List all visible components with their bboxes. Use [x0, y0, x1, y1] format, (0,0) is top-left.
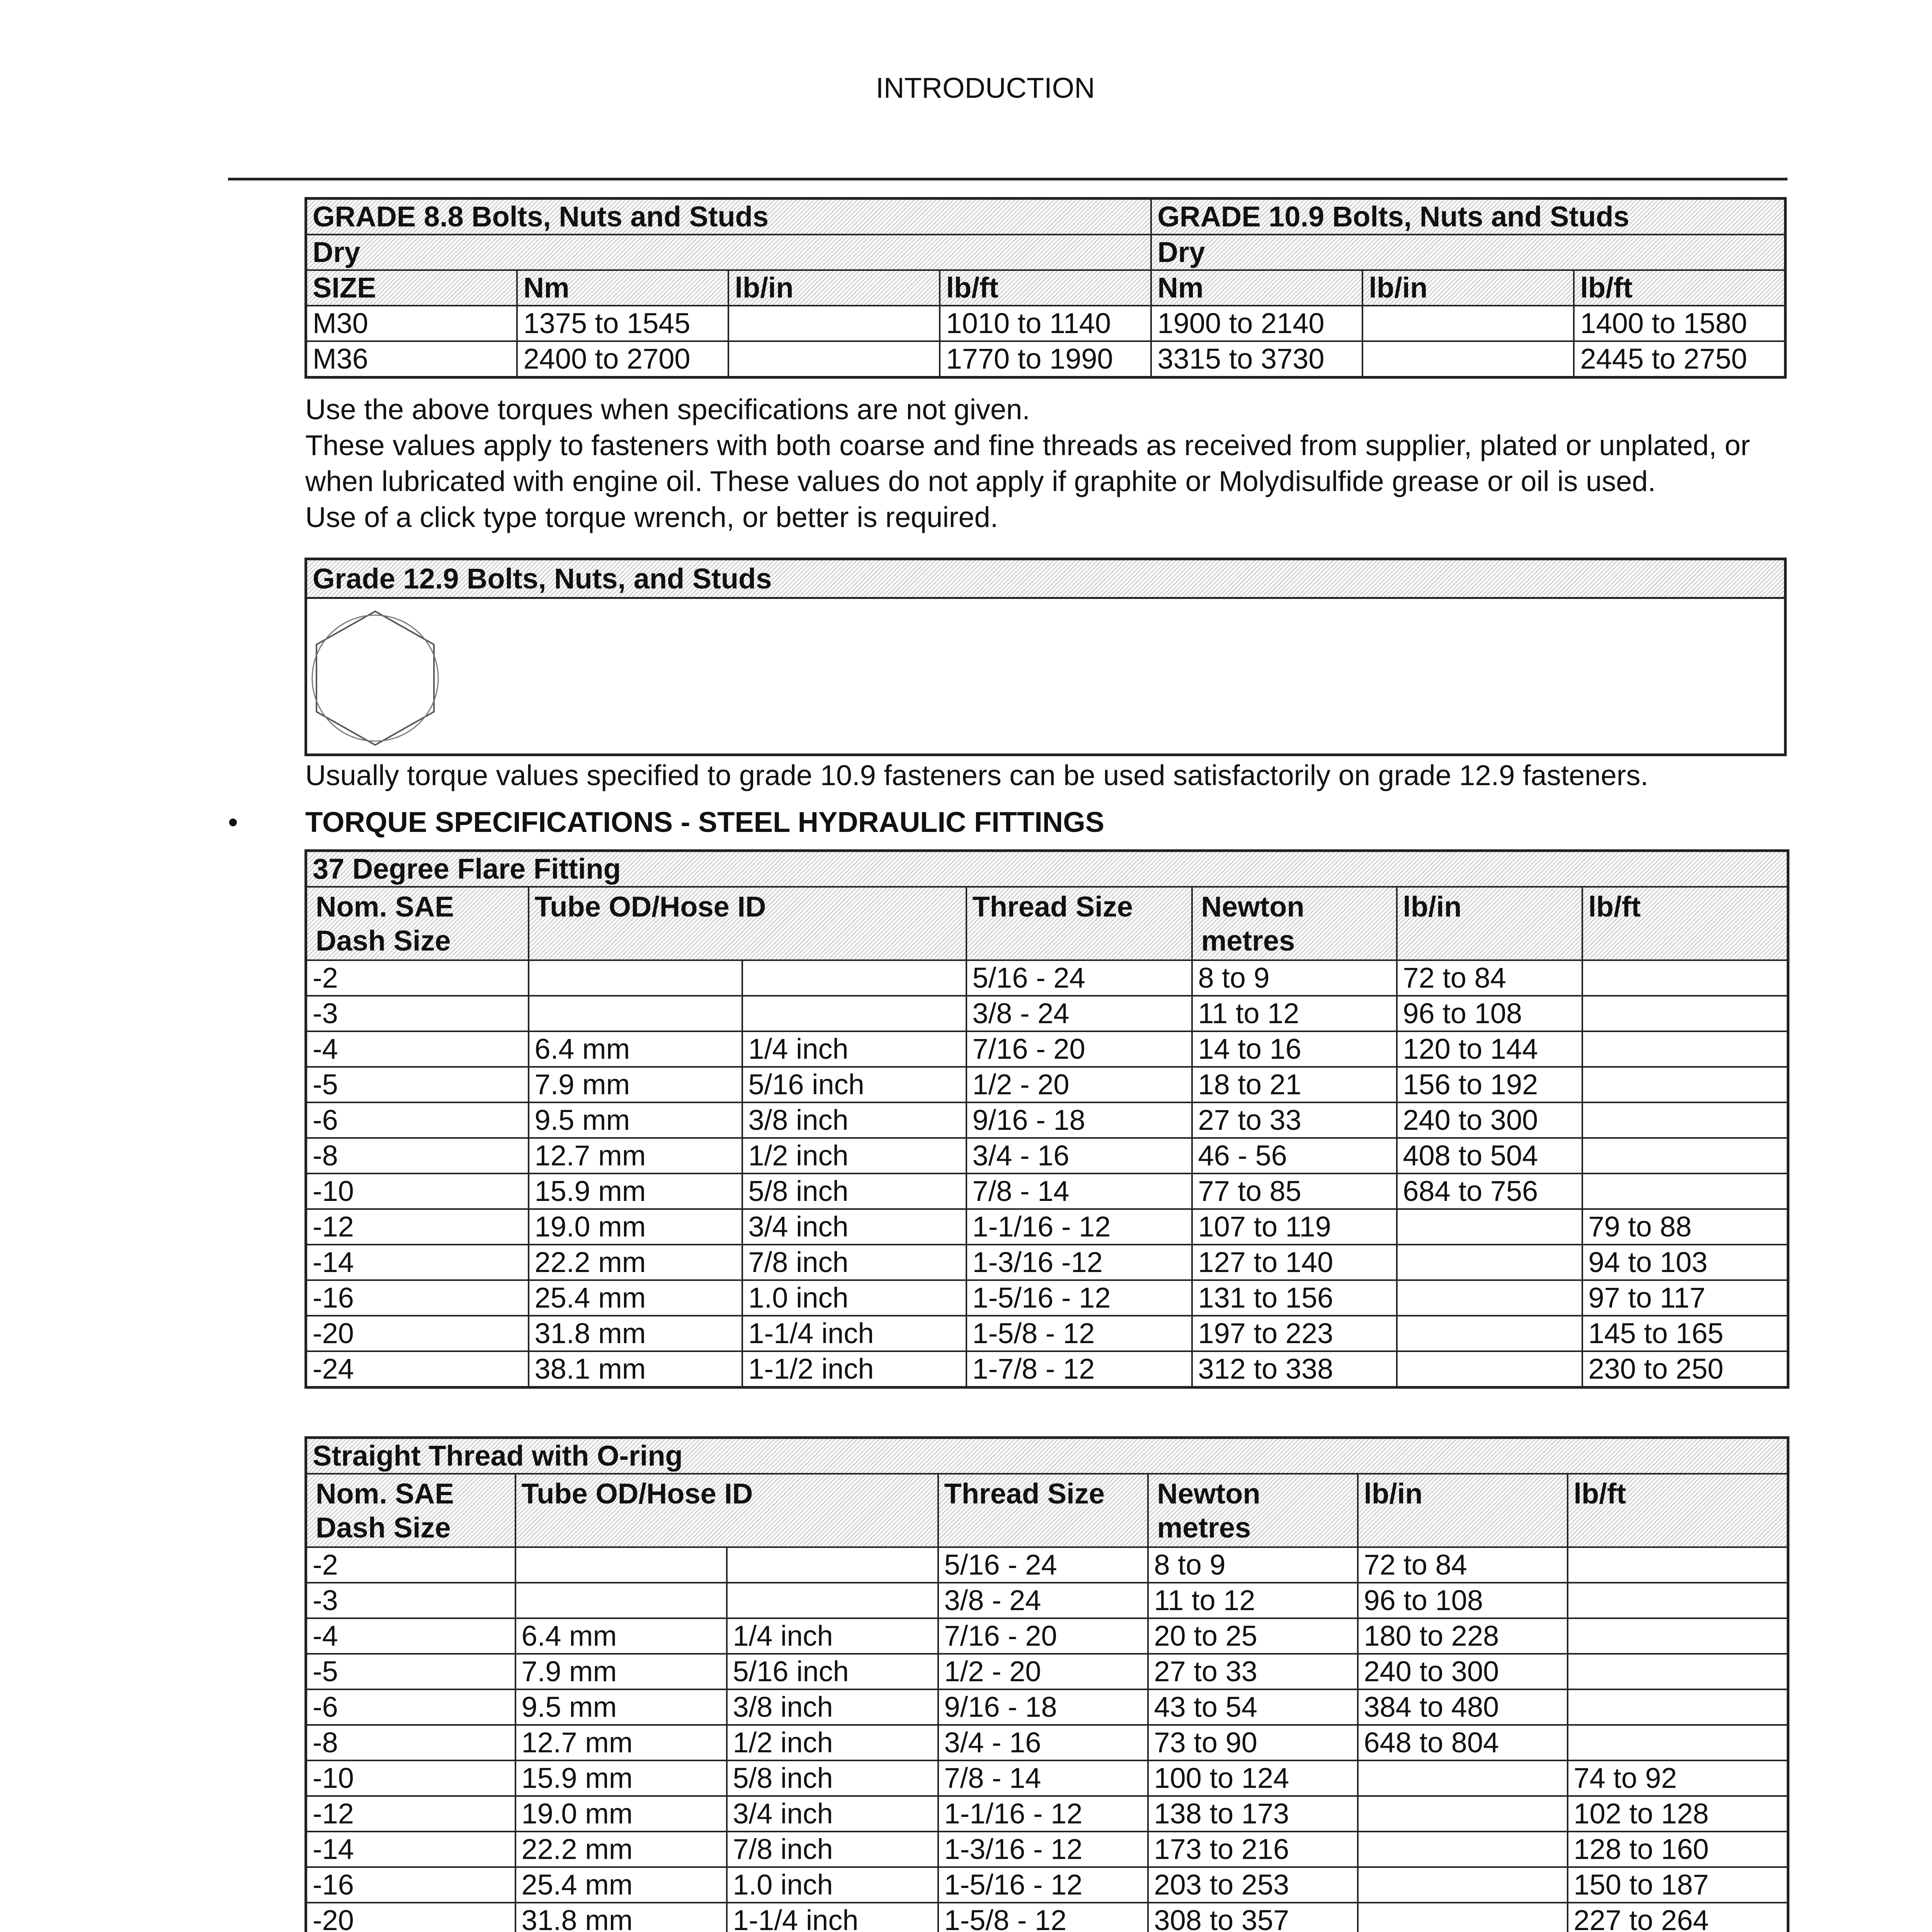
- table-cell: [515, 1547, 727, 1583]
- table-cell: 12.7 mm: [529, 1138, 742, 1173]
- table-cell: 7.9 mm: [529, 1067, 742, 1102]
- table-row: [306, 341, 1786, 378]
- table-cell: -3: [306, 996, 529, 1031]
- table-cell: 145 to 165: [1582, 1316, 1788, 1351]
- column-header: lb/in: [1362, 270, 1574, 306]
- table-cell: 173 to 216: [1148, 1832, 1358, 1867]
- table-cell: -14: [306, 1832, 515, 1867]
- column-header: lb/ft: [940, 270, 1151, 306]
- flare-fitting-table: [304, 849, 1789, 1389]
- table-cell: 1-1/4 inch: [742, 1316, 966, 1351]
- table-cell: [1397, 1316, 1582, 1351]
- column-header: lb/ft: [1568, 1474, 1788, 1547]
- column-header: lb/ft: [1582, 887, 1788, 960]
- table-cell: -10: [306, 1760, 515, 1796]
- table-cell: 1-1/16 - 12: [938, 1796, 1148, 1832]
- table-cell: -5: [306, 1067, 529, 1102]
- column-header: Newton metres: [1148, 1474, 1358, 1547]
- table-cell: [1568, 1618, 1788, 1654]
- table-cell: 14 to 16: [1192, 1031, 1397, 1067]
- table-cell: [1582, 1173, 1788, 1209]
- table-cell: 1/2 inch: [742, 1138, 966, 1173]
- table-row: [306, 1796, 1788, 1832]
- table-row: [306, 1067, 1788, 1102]
- table-cell: 384 to 480: [1358, 1689, 1568, 1725]
- table-row: [306, 1867, 1788, 1903]
- grade-109-title: GRADE 10.9 Bolts, Nuts and Studs: [1151, 199, 1785, 235]
- table-cell: 73 to 90: [1148, 1725, 1358, 1760]
- table-cell: 1-5/8 - 12: [966, 1316, 1192, 1351]
- table-cell: 25.4 mm: [529, 1280, 742, 1316]
- table-cell: -8: [306, 1725, 515, 1760]
- table-cell: 74 to 92: [1568, 1760, 1788, 1796]
- table-cell: 1010 to 1140: [940, 306, 1151, 341]
- table-cell: 3/4 inch: [727, 1796, 938, 1832]
- table-cell: 9.5 mm: [515, 1689, 727, 1725]
- flare-title: 37 Degree Flare Fitting: [306, 851, 1788, 887]
- table-cell: 7/8 - 14: [938, 1760, 1148, 1796]
- table-cell: [1582, 1067, 1788, 1102]
- table-cell: 1-1/4 inch: [727, 1903, 938, 1932]
- table-cell: 5/8 inch: [742, 1173, 966, 1209]
- table-cell: -16: [306, 1867, 515, 1903]
- grade-bolts-table: [304, 197, 1787, 379]
- table-cell: -6: [306, 1102, 529, 1138]
- column-header: lb/in: [728, 270, 940, 306]
- column-header: Nm: [517, 270, 728, 306]
- table-cell: 2445 to 2750: [1574, 341, 1785, 378]
- table-cell: 97 to 117: [1582, 1280, 1788, 1316]
- table-row: [306, 1209, 1788, 1245]
- table-cell: 22.2 mm: [515, 1832, 727, 1867]
- table-row: [306, 1689, 1788, 1725]
- table-cell: 1-1/2 inch: [742, 1351, 966, 1388]
- table-cell: 11 to 12: [1148, 1583, 1358, 1618]
- table-cell: [728, 306, 940, 341]
- table-cell: 9/16 - 18: [938, 1689, 1148, 1725]
- table-cell: [529, 960, 742, 996]
- table-cell: [1568, 1547, 1788, 1583]
- table-cell: 6.4 mm: [515, 1618, 727, 1654]
- table-cell: [1397, 1351, 1582, 1388]
- table-cell: 1-1/16 - 12: [966, 1209, 1192, 1245]
- table-cell: 7/16 - 20: [938, 1618, 1148, 1654]
- table-row: [306, 1138, 1788, 1173]
- table-cell: 5/16 inch: [742, 1067, 966, 1102]
- table-row: [306, 1725, 1788, 1760]
- table-cell: 128 to 160: [1568, 1832, 1788, 1867]
- table-cell: 43 to 54: [1148, 1689, 1358, 1725]
- table-row: [306, 1903, 1788, 1932]
- table-row: [306, 960, 1788, 996]
- table-cell: 7/8 inch: [742, 1245, 966, 1280]
- table-cell: 1-7/8 - 12: [966, 1351, 1192, 1388]
- column-header: Nom. SAE Dash Size: [306, 887, 529, 960]
- column-header: SIZE: [306, 270, 517, 306]
- table-cell: -16: [306, 1280, 529, 1316]
- table-row: [306, 1760, 1788, 1796]
- table-cell: [515, 1583, 727, 1618]
- table-cell: [742, 996, 966, 1031]
- header-rule: [228, 178, 1787, 180]
- grade-129-note: Usually torque values specified to grade 10.9 fasteners can be used satisfactorily on grade 12.9 fasteners.: [305, 759, 1648, 791]
- table-cell: 684 to 756: [1397, 1173, 1582, 1209]
- table-row: [306, 306, 1786, 341]
- table-cell: [1358, 1832, 1568, 1867]
- table-cell: -8: [306, 1138, 529, 1173]
- table-cell: M36: [306, 341, 517, 378]
- table-cell: 120 to 144: [1397, 1031, 1582, 1067]
- section-heading: TORQUE SPECIFICATIONS - STEEL HYDRAULIC FITTINGS: [305, 806, 1104, 838]
- table-cell: 25.4 mm: [515, 1867, 727, 1903]
- table-cell: -12: [306, 1209, 529, 1245]
- table-cell: 7.9 mm: [515, 1654, 727, 1689]
- table-row: [306, 1031, 1788, 1067]
- column-header: Nom. SAE Dash Size: [306, 1474, 515, 1547]
- table-cell: 308 to 357: [1148, 1903, 1358, 1932]
- column-header: Tube OD/Hose ID: [515, 1474, 938, 1547]
- table-cell: 8 to 9: [1192, 960, 1397, 996]
- table-cell: 127 to 140: [1192, 1245, 1397, 1280]
- table-cell: -2: [306, 960, 529, 996]
- table-cell: 19.0 mm: [515, 1796, 727, 1832]
- table-cell: 408 to 504: [1397, 1138, 1582, 1173]
- grade-109-dry: Dry: [1151, 235, 1785, 270]
- table-cell: 15.9 mm: [515, 1760, 727, 1796]
- table-cell: 156 to 192: [1397, 1067, 1582, 1102]
- table-cell: 96 to 108: [1358, 1583, 1568, 1618]
- column-header: lb/ft: [1574, 270, 1785, 306]
- table-cell: 18 to 21: [1192, 1067, 1397, 1102]
- table-row: [306, 1316, 1788, 1351]
- table-cell: 1/2 - 20: [938, 1654, 1148, 1689]
- table-cell: 3315 to 3730: [1151, 341, 1362, 378]
- table-cell: 20 to 25: [1148, 1618, 1358, 1654]
- note-line-1: Use the above torques when specifications are not given.: [305, 393, 1030, 425]
- table-cell: 1-3/16 -12: [966, 1245, 1192, 1280]
- table-cell: 102 to 128: [1568, 1796, 1788, 1832]
- table-cell: [727, 1583, 938, 1618]
- table-cell: 648 to 804: [1358, 1725, 1568, 1760]
- table-cell: 5/8 inch: [727, 1760, 938, 1796]
- table-cell: 197 to 223: [1192, 1316, 1397, 1351]
- table-cell: [1582, 1031, 1788, 1067]
- note-line-2: These values apply to fasteners with both coarse and fine threads as received from supplier, plated or unplated, or when lubricated with engine oil. These values do not apply if graphite or Molydisulfide grease or oil is used.: [305, 429, 1750, 497]
- table-cell: [1397, 1245, 1582, 1280]
- table-cell: 240 to 300: [1397, 1102, 1582, 1138]
- column-header: Tube OD/Hose ID: [529, 887, 966, 960]
- table-cell: 9/16 - 18: [966, 1102, 1192, 1138]
- table-cell: -12: [306, 1796, 515, 1832]
- table-cell: 15.9 mm: [529, 1173, 742, 1209]
- table-cell: 3/8 - 24: [966, 996, 1192, 1031]
- table-cell: 3/8 - 24: [938, 1583, 1148, 1618]
- table-cell: -5: [306, 1654, 515, 1689]
- table-cell: 1375 to 1545: [517, 306, 728, 341]
- table-cell: 31.8 mm: [529, 1316, 742, 1351]
- page-header-title: INTRODUCTION: [876, 72, 1095, 104]
- table-cell: -2: [306, 1547, 515, 1583]
- table-cell: 3/8 inch: [742, 1102, 966, 1138]
- table-cell: [1358, 1903, 1568, 1932]
- table-cell: 5/16 - 24: [938, 1547, 1148, 1583]
- table-cell: 77 to 85: [1192, 1173, 1397, 1209]
- table-row: [306, 1654, 1788, 1689]
- oring-title: Straight Thread with O-ring: [306, 1438, 1788, 1474]
- table-cell: [728, 341, 940, 378]
- table-cell: 1/4 inch: [742, 1031, 966, 1067]
- table-cell: 27 to 33: [1192, 1102, 1397, 1138]
- table-row: [306, 1245, 1788, 1280]
- table-cell: -20: [306, 1903, 515, 1932]
- table-cell: 100 to 124: [1148, 1760, 1358, 1796]
- grade-129-box: [304, 558, 1787, 756]
- table-cell: 227 to 264: [1568, 1903, 1788, 1932]
- table-row: [306, 1583, 1788, 1618]
- table-cell: -4: [306, 1031, 529, 1067]
- table-cell: 240 to 300: [1358, 1654, 1568, 1689]
- table-cell: 2400 to 2700: [517, 341, 728, 378]
- table-cell: 72 to 84: [1397, 960, 1582, 996]
- table-cell: 5/16 inch: [727, 1654, 938, 1689]
- hex-bolt-head-icon: [310, 607, 441, 750]
- table-cell: 1-5/8 - 12: [938, 1903, 1148, 1932]
- table-cell: -6: [306, 1689, 515, 1725]
- table-cell: 7/16 - 20: [966, 1031, 1192, 1067]
- table-cell: 180 to 228: [1358, 1618, 1568, 1654]
- table-cell: 7/8 - 14: [966, 1173, 1192, 1209]
- table-cell: 3/4 - 16: [966, 1138, 1192, 1173]
- grade-table-header-row: [306, 270, 1786, 306]
- table-cell: 79 to 88: [1582, 1209, 1788, 1245]
- table-cell: -10: [306, 1173, 529, 1209]
- table-row: [306, 996, 1788, 1031]
- table-cell: 6.4 mm: [529, 1031, 742, 1067]
- grade-88-title: GRADE 8.8 Bolts, Nuts and Studs: [306, 199, 1151, 235]
- column-header: Thread Size: [966, 887, 1192, 960]
- table-row: [306, 1618, 1788, 1654]
- table-cell: 1-3/16 - 12: [938, 1832, 1148, 1867]
- table-cell: [1362, 341, 1574, 378]
- table-cell: [1397, 1280, 1582, 1316]
- oring-header-row: [306, 1474, 1788, 1547]
- column-header: Newton metres: [1192, 887, 1397, 960]
- table-cell: [1397, 1209, 1582, 1245]
- table-cell: 203 to 253: [1148, 1867, 1358, 1903]
- column-header: lb/in: [1358, 1474, 1568, 1547]
- column-header: Thread Size: [938, 1474, 1148, 1547]
- table-cell: [1568, 1583, 1788, 1618]
- table-cell: 9.5 mm: [529, 1102, 742, 1138]
- table-row: [306, 1173, 1788, 1209]
- table-cell: 1770 to 1990: [940, 341, 1151, 378]
- column-header: lb/in: [1397, 887, 1582, 960]
- table-cell: 312 to 338: [1192, 1351, 1397, 1388]
- table-cell: [1568, 1654, 1788, 1689]
- table-row: [306, 1832, 1788, 1867]
- grade-129-title: Grade 12.9 Bolts, Nuts, and Studs: [307, 560, 1784, 599]
- note-line-3: Use of a click type torque wrench, or better is required.: [305, 501, 998, 533]
- table-cell: 5/16 - 24: [966, 960, 1192, 996]
- table-cell: [1582, 996, 1788, 1031]
- table-cell: 3/4 inch: [742, 1209, 966, 1245]
- table-cell: -3: [306, 1583, 515, 1618]
- table-cell: 72 to 84: [1358, 1547, 1568, 1583]
- table-cell: [727, 1547, 938, 1583]
- table-cell: [1568, 1725, 1788, 1760]
- bullet: •: [228, 806, 238, 838]
- table-cell: [1358, 1796, 1568, 1832]
- table-cell: [1568, 1689, 1788, 1725]
- table-cell: 22.2 mm: [529, 1245, 742, 1280]
- table-cell: 12.7 mm: [515, 1725, 727, 1760]
- table-cell: [1582, 960, 1788, 996]
- table-cell: 3/8 inch: [727, 1689, 938, 1725]
- table-cell: 1-5/16 - 12: [966, 1280, 1192, 1316]
- table-cell: -24: [306, 1351, 529, 1388]
- table-cell: 1-5/16 - 12: [938, 1867, 1148, 1903]
- table-cell: -4: [306, 1618, 515, 1654]
- table-cell: 138 to 173: [1148, 1796, 1358, 1832]
- table-cell: 8 to 9: [1148, 1547, 1358, 1583]
- table-cell: -20: [306, 1316, 529, 1351]
- table-row: [306, 1102, 1788, 1138]
- table-cell: 96 to 108: [1397, 996, 1582, 1031]
- grade-88-dry: Dry: [306, 235, 1151, 270]
- table-cell: 1400 to 1580: [1574, 306, 1785, 341]
- table-cell: 27 to 33: [1148, 1654, 1358, 1689]
- table-cell: 7/8 inch: [727, 1832, 938, 1867]
- table-row: [306, 1547, 1788, 1583]
- oring-fitting-table: [304, 1436, 1789, 1932]
- table-cell: [1362, 306, 1574, 341]
- table-cell: 3/4 - 16: [938, 1725, 1148, 1760]
- table-cell: [1582, 1102, 1788, 1138]
- flare-header-row: [306, 887, 1788, 960]
- table-cell: M30: [306, 306, 517, 341]
- table-row: [306, 1351, 1788, 1388]
- table-cell: 131 to 156: [1192, 1280, 1397, 1316]
- table-cell: 38.1 mm: [529, 1351, 742, 1388]
- table-cell: 94 to 103: [1582, 1245, 1788, 1280]
- table-cell: 1900 to 2140: [1151, 306, 1362, 341]
- table-cell: [529, 996, 742, 1031]
- table-cell: [1358, 1760, 1568, 1796]
- table-cell: 1/2 inch: [727, 1725, 938, 1760]
- table-cell: 150 to 187: [1568, 1867, 1788, 1903]
- table-cell: [1358, 1867, 1568, 1903]
- table-cell: 11 to 12: [1192, 996, 1397, 1031]
- table-cell: 107 to 119: [1192, 1209, 1397, 1245]
- table-cell: 1.0 inch: [727, 1867, 938, 1903]
- table-cell: 1/2 - 20: [966, 1067, 1192, 1102]
- table-cell: 46 - 56: [1192, 1138, 1397, 1173]
- table-cell: 230 to 250: [1582, 1351, 1788, 1388]
- table-cell: [742, 960, 966, 996]
- table-cell: 1.0 inch: [742, 1280, 966, 1316]
- column-header: Nm: [1151, 270, 1362, 306]
- table-cell: 19.0 mm: [529, 1209, 742, 1245]
- table-cell: -14: [306, 1245, 529, 1280]
- table-cell: 1/4 inch: [727, 1618, 938, 1654]
- table-cell: [1582, 1138, 1788, 1173]
- table-cell: 31.8 mm: [515, 1903, 727, 1932]
- table-row: [306, 1280, 1788, 1316]
